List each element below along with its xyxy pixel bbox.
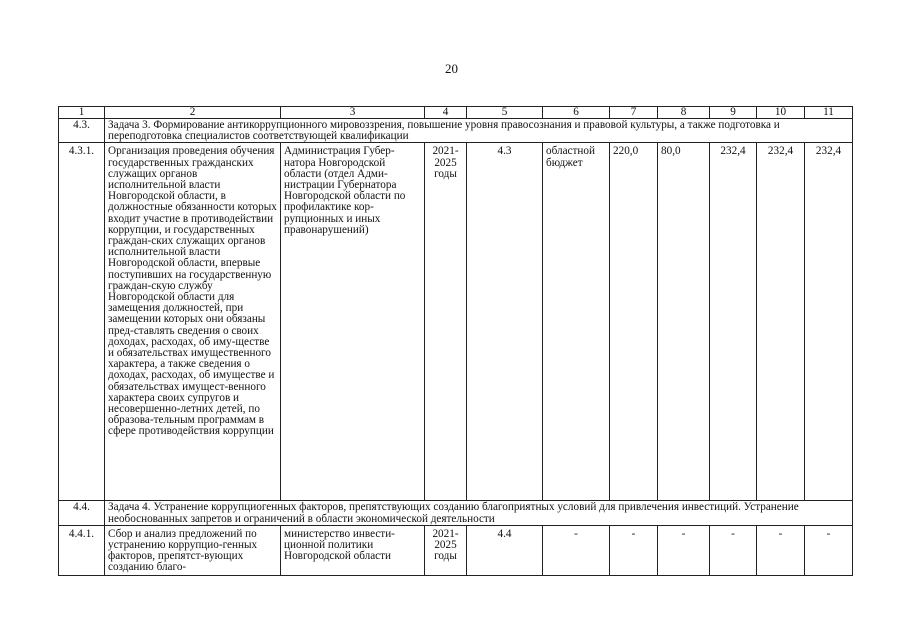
task-text: Задача 4. Устранение коррупциогенных факторов, препятствующих созданию благоприятных условий для привлечения инвестиций. Устранение необоснованных запретов и ограничений в области экономической деятельности [105,501,853,525]
target-indicator: 4.4 [467,525,543,575]
value-2021: 220,0 [610,143,658,501]
value-2021: - [610,525,658,575]
item-number: 4.3.1. [59,143,105,501]
column-header: 4 [425,107,467,119]
executor-text: Администрация Губер-натора Новгородской области (отдел Адми-нистрации Губернатора Новгородской области по профилактике кор-рупционных и иных правонарушений) [281,143,425,501]
activity-text: Сбор и анализ предложений по устранению коррупцио-генных факторов, препятст-вующих созданию благо- [105,525,281,575]
value-2024: 232,4 [757,143,805,501]
activity-text: Организация проведения обучения государственных гражданских служащих органов исполнительной власти Новгородской области, в должностные обязанности которых входит участие в противодействии коррупции, и государственных граждан-ских служащих органов исполнительной власти Новгородской области, впервые поступивших на государственную граждан-скую службу Новгородской области для замещения должностей, при замещении которых они обязаны пред-ставлять сведения о своих доходах, расходах, об иму-ществе и обязательствах имущественного характера, а также сведения о доходах, расходах, об имуществе и обязательствах имущест-венного характера своих супругов и несовершенно-летних детей, по образова-тельным программам в сфере противодействия коррупции [105,143,281,501]
table-row [59,525,853,575]
years-cell: 2021- 2025 годы [425,525,467,575]
value-2025: - [805,525,853,575]
column-header: 1 [59,107,105,119]
funding-source: - [543,525,610,575]
page-number: 20 [445,61,458,76]
table-row [59,143,853,501]
column-header: 7 [610,107,658,119]
target-indicator: 4.3 [467,143,543,501]
value-2024: - [757,525,805,575]
years-cell: 2021- 2025 годы [425,143,467,501]
item-number: 4.4.1. [59,525,105,575]
column-number-row [59,107,853,119]
column-header: 11 [805,107,853,119]
column-header: 9 [710,107,757,119]
task-number: 4.3. [59,119,105,143]
value-2023: - [710,525,757,575]
task-text: Задача 3. Формирование антикоррупционного мировоззрения, повышение уровня правосознания и правовой культуры, а также подготовка и переподготовка специалистов соответствующей квалификации [105,119,853,143]
column-header: 3 [281,107,425,119]
column-header: 8 [658,107,710,119]
funding-source: областной бюджет [543,143,610,501]
column-header: 5 [467,107,543,119]
column-header: 2 [105,107,281,119]
value-2022: 80,0 [658,143,710,501]
task-row-3 [59,119,853,143]
value-2025: 232,4 [805,143,853,501]
value-2022: - [658,525,710,575]
task-row-4 [59,501,853,525]
executor-text: министерство инвести-ционной политики Новгородской области [281,525,425,575]
column-header: 6 [543,107,610,119]
activities-table [58,106,853,576]
value-2023: 232,4 [710,143,757,501]
task-number: 4.4. [59,501,105,525]
column-header: 10 [757,107,805,119]
